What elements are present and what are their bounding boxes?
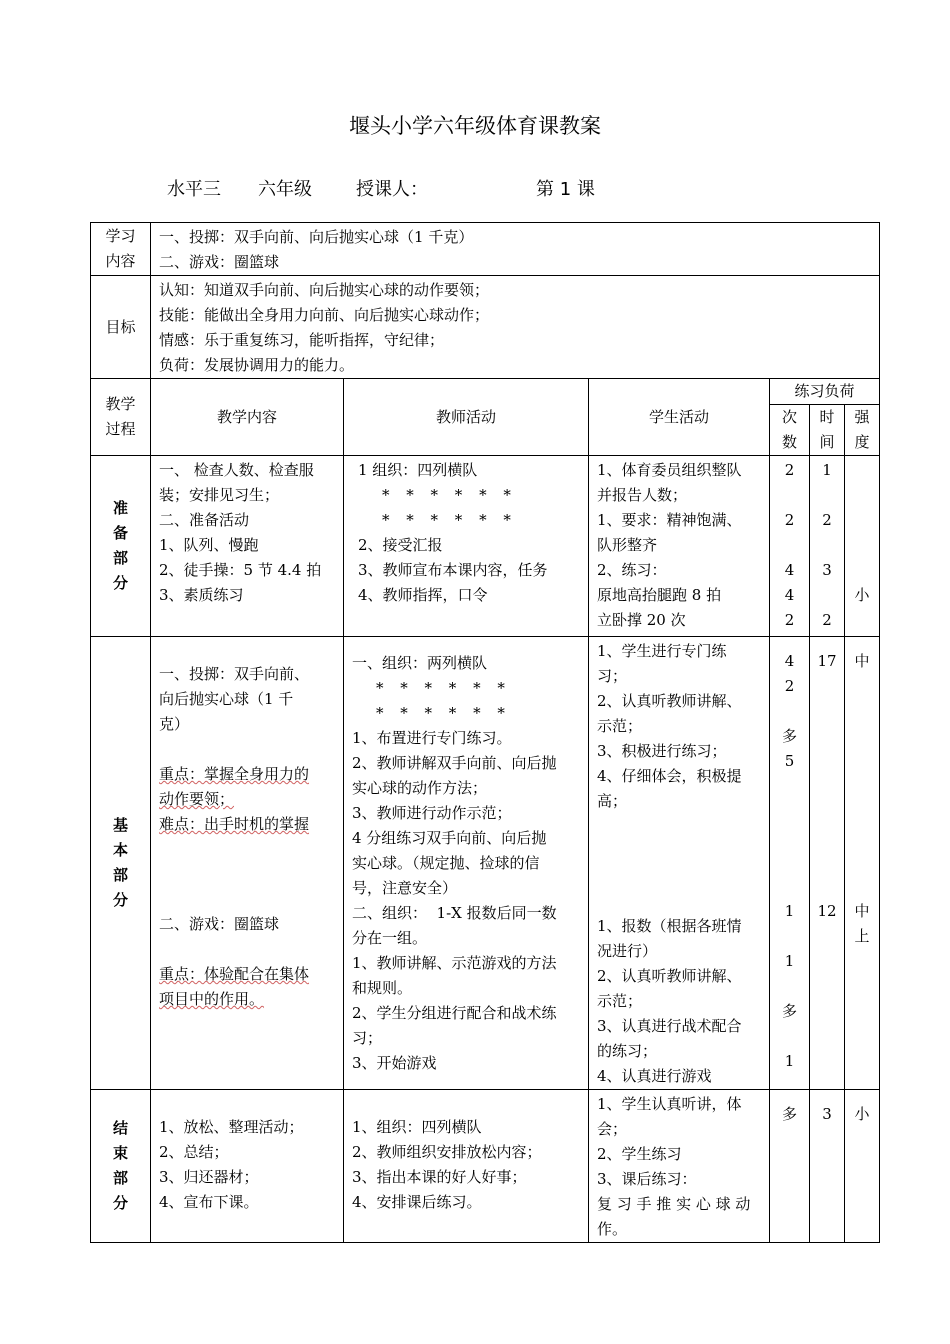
time-header: 时 间 xyxy=(810,405,845,456)
prep-teacher-activity: 1 组织：四列横队 * * * * * * * * * * * * 2、接受汇报 3、教师宣布本课内容，任务 4、教师指挥，口令 xyxy=(344,456,589,637)
goal-text: 认知：知道双手向前、向后抛实心球的动作要领； 技能：能做出全身用力向前、向后抛实心球动作； 情感：乐于重复练习，能听指挥，守纪律； 负荷：发展协调用力的能力。 xyxy=(151,276,880,379)
grade-label: 六年级 xyxy=(258,179,312,200)
lesson-number: 第 1 课 xyxy=(536,179,595,200)
basic-teacher-activity: 一、组织：两列横队 * * * * * * * * * * * * 1、布置进行专门练习。 2、教师讲解双手向前、向后抛 实心球的动作方法； 3、教师进行动作示范； 4 分组练习双手向前、向后抛 实心球。（规定抛、捡球的信 号，注意安全） 二、组织： 1-X 报数后同一数 分在一组。 1、教师讲解、示范游戏的方法 和规则。 2、学生分组进行配合和战术练 习； 3、开始游戏 xyxy=(344,637,589,1090)
prep-content: 一、 检查人数、检查服 装；安排见习生； 二、准备活动 1、队列、慢跑 2、徒手操：5 节 4.4 拍 3、素质练习 xyxy=(151,456,344,637)
prep-intensity: 小 xyxy=(845,456,880,637)
level-label: 水平三 xyxy=(167,179,221,200)
teacher-activity-header: 教师活动 xyxy=(344,379,589,456)
end-student-activity: 1、学生认真听讲，体 会； 2、学生练习 3、课后练习： 复 习 手 推 实 心 球 动 作。 xyxy=(589,1090,770,1243)
intensity-header: 强 度 xyxy=(845,405,880,456)
count-header: 次 数 xyxy=(770,405,810,456)
end-intensity: 小 xyxy=(845,1090,880,1243)
prep-section-label: 准 备 部 分 xyxy=(91,456,151,637)
end-time: 3 xyxy=(810,1090,845,1243)
lesson-info-line xyxy=(0,175,950,201)
prep-time: 1 2 3 2 xyxy=(810,456,845,637)
load-header: 练习负荷 xyxy=(770,379,880,405)
basic-count: 4 2 多 5 1 1 多 1 xyxy=(770,637,810,1090)
end-count: 多 xyxy=(770,1090,810,1243)
learning-content-text: 一、投掷：双手向前、向后抛实心球（1 千克） 二、游戏：圈篮球 xyxy=(151,223,880,276)
end-content: 1、放松、整理活动； 2、总结； 3、归还器材； 4、宣布下课。 xyxy=(151,1090,344,1243)
teacher-label: 授课人： xyxy=(356,179,428,200)
page-title: 堰头小学六年级体育课教案 xyxy=(349,114,601,138)
basic-section-label: 基 本 部 分 xyxy=(91,637,151,1090)
table-header-row xyxy=(91,379,880,405)
basic-content: 一、投掷：双手向前、 向后抛实心球（1 千 克） 重点：掌握全身用力的 动作要领； 难点：出手时机的掌握 二、游戏：圈篮球 重点：体验配合在集体 项目中的作用。 xyxy=(151,637,344,1090)
learning-content-row xyxy=(91,223,880,276)
end-teacher-activity: 1、组织：四列横队 2、教师组织安排放松内容； 3、指出本课的好人好事； 4、安排课后练习。 xyxy=(344,1090,589,1243)
process-header: 教学 过程 xyxy=(91,379,151,456)
student-activity-header: 学生活动 xyxy=(589,379,770,456)
prep-student-activity: 1、体育委员组织整队 并报告人数； 1、要求：精神饱满、 队形整齐 2、练习： 原地高抬腿跑 8 拍 立卧撑 20 次 xyxy=(589,456,770,637)
basic-intensity: 中 中 上 xyxy=(845,637,880,1090)
end-section-label: 结 束 部 分 xyxy=(91,1090,151,1243)
lesson-plan-table xyxy=(90,222,880,1243)
prep-count: 2 2 4 4 2 xyxy=(770,456,810,637)
teaching-content-header: 教学内容 xyxy=(151,379,344,456)
goal-row xyxy=(91,276,880,379)
prep-section-row xyxy=(91,456,880,637)
end-section-row xyxy=(91,1090,880,1243)
goal-label: 目标 xyxy=(91,276,151,379)
basic-section-row xyxy=(91,637,880,1090)
learning-content-label: 学习 内容 xyxy=(91,223,151,276)
basic-student-activity: 1、学生进行专门练 习； 2、认真听教师讲解、 示范； 3、积极进行练习； 4、仔细体会，积极提 高； 1、报数（根据各班情 况进行） 2、认真听教师讲解、 示范； 3、认真进行战术配合 的练习； 4、认真进行游戏 xyxy=(589,637,770,1090)
basic-time: 17 12 xyxy=(810,637,845,1090)
